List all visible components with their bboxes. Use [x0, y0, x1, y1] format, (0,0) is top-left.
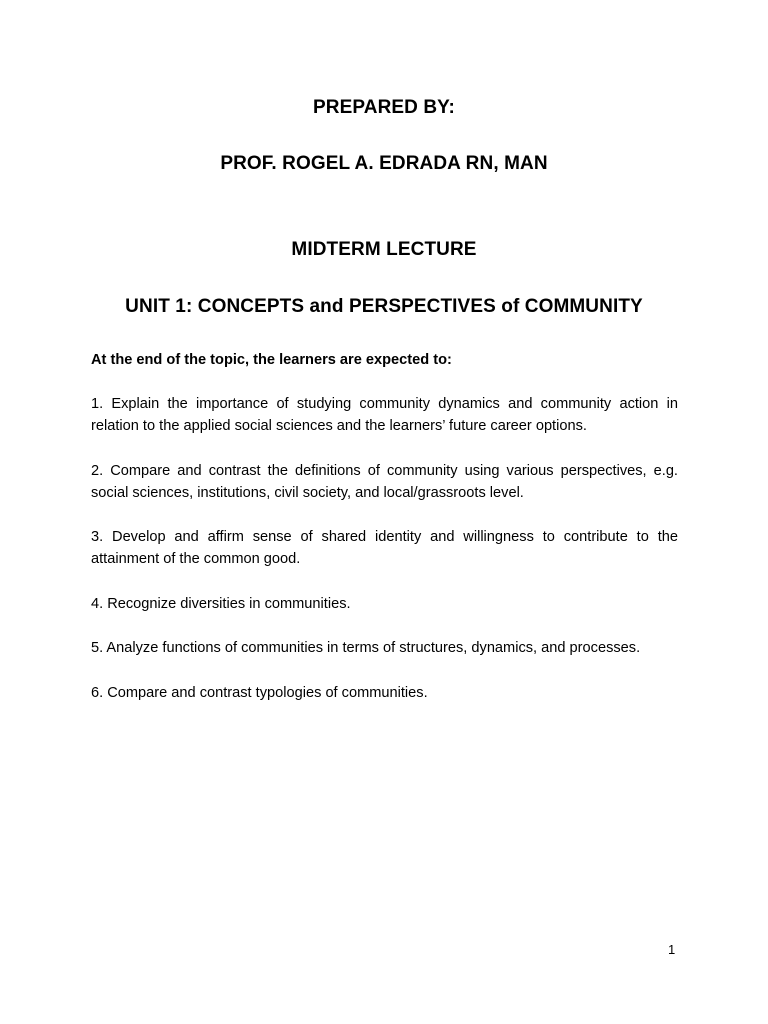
page-number: 1: [668, 942, 676, 957]
lecture-title: MIDTERM LECTURE: [291, 239, 477, 260]
objective-item: 1. Explain the importance of studying community dynamics and community action in relation to the applied social sciences and the learners’ future career options.: [91, 396, 678, 434]
objective-item: 4. Recognize diversities in communities.: [91, 595, 351, 612]
objective-item: 6. Compare and contrast typologies of communities.: [91, 684, 428, 701]
objective-item: 5. Analyze functions of communities in terms of structures, dynamics, and processes.: [91, 640, 641, 656]
objective-item: 3. Develop and affirm sense of shared identity and willingness to contribute to the attainment of the common good.: [91, 529, 678, 567]
prepared-by-heading: PREPARED BY:: [313, 97, 455, 118]
author-heading: PROF. ROGEL A. EDRADA RN, MAN: [220, 153, 548, 174]
objective-item: 2. Compare and contrast the definitions of community using various perspectives, e.g. social sciences, institutions, civil society, and local/grassroots level.: [91, 462, 678, 501]
objectives-list: [91, 393, 678, 726]
objectives-intro: At the end of the topic, the learners are expected to:: [91, 352, 452, 368]
unit-title: UNIT 1: CONCEPTS and PERSPECTIVES of COMMUNITY: [125, 296, 643, 317]
